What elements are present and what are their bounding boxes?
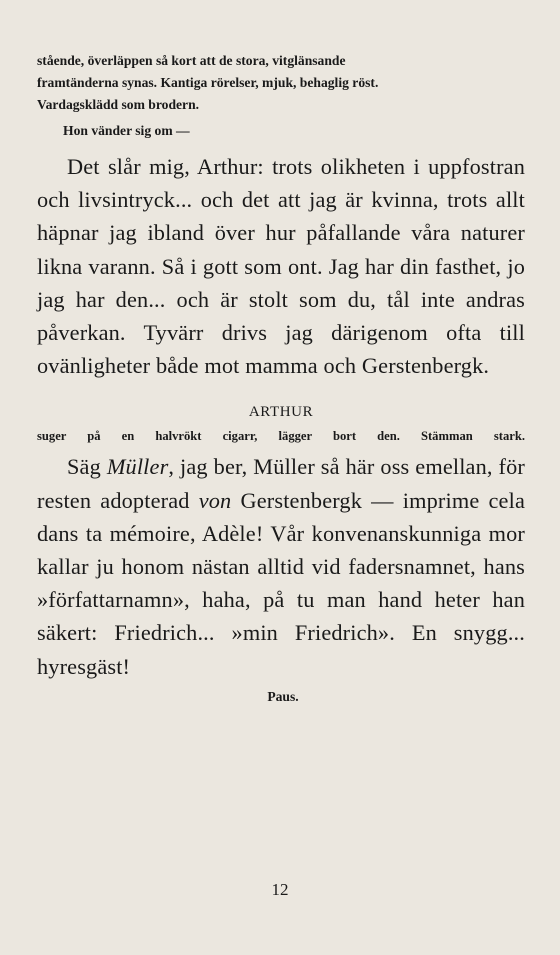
page-number: 12 [271,880,289,899]
stage-direction-arthur: suger på en halvrökt cigarr, lägger bort den. Stämman stark. [37,429,525,444]
speech-arthur-part-2: , jag ber, Müller så här oss emellan, för resten adopterad [37,454,525,513]
stage-line-1: stående, överläppen så kort att de stora, vitglänsande [37,53,346,68]
stage-direction-pause: Paus. [267,688,299,704]
stage-direction-description [37,50,525,116]
speaker-name: ARTHUR [248,404,314,421]
stage-direction-turn: Hon vänder sig om — [63,123,190,138]
speech-arthur-italic-von: von [198,487,232,513]
page-content [37,50,525,705]
stage-line-3: Vardagsklädd som brodern. [37,97,200,112]
speech-arthur-part-1: Säg [67,454,107,480]
speech-arthur-part-3: Gerstenbergk — imprime cela dans ta mémoire, Adèle! Vår konvenanskunniga mor kallar ju honom nästan alltid vid fadersnamnet, hans »författarnamn», haha, på tu man hand heter han säkert: Friedrich... »min Friedrich». En snygg... hyresgäst! [37,487,525,679]
speech-arthur-italic-muller: Müller [106,454,169,480]
speech-arthur [37,450,525,682]
speech-adele: Det slår mig, Arthur: trots olikheten i uppfostran och livsintryck... och det att jag är kvinna, trots allt häpnar jag ibland över hur påfallande våra naturer likna varann. Så i gott som ont. Jag har din fasthet, jo jag har den... och är stolt som du, tål inte andras påverkan. Tyvärr drivs jag därigenom ofta till ovänligheter både mot mamma och Gerstenbergk. [37,154,525,379]
stage-line-2: framtänderna synas. Kantiga rörelser, mjuk, behaglig röst. [37,75,379,90]
